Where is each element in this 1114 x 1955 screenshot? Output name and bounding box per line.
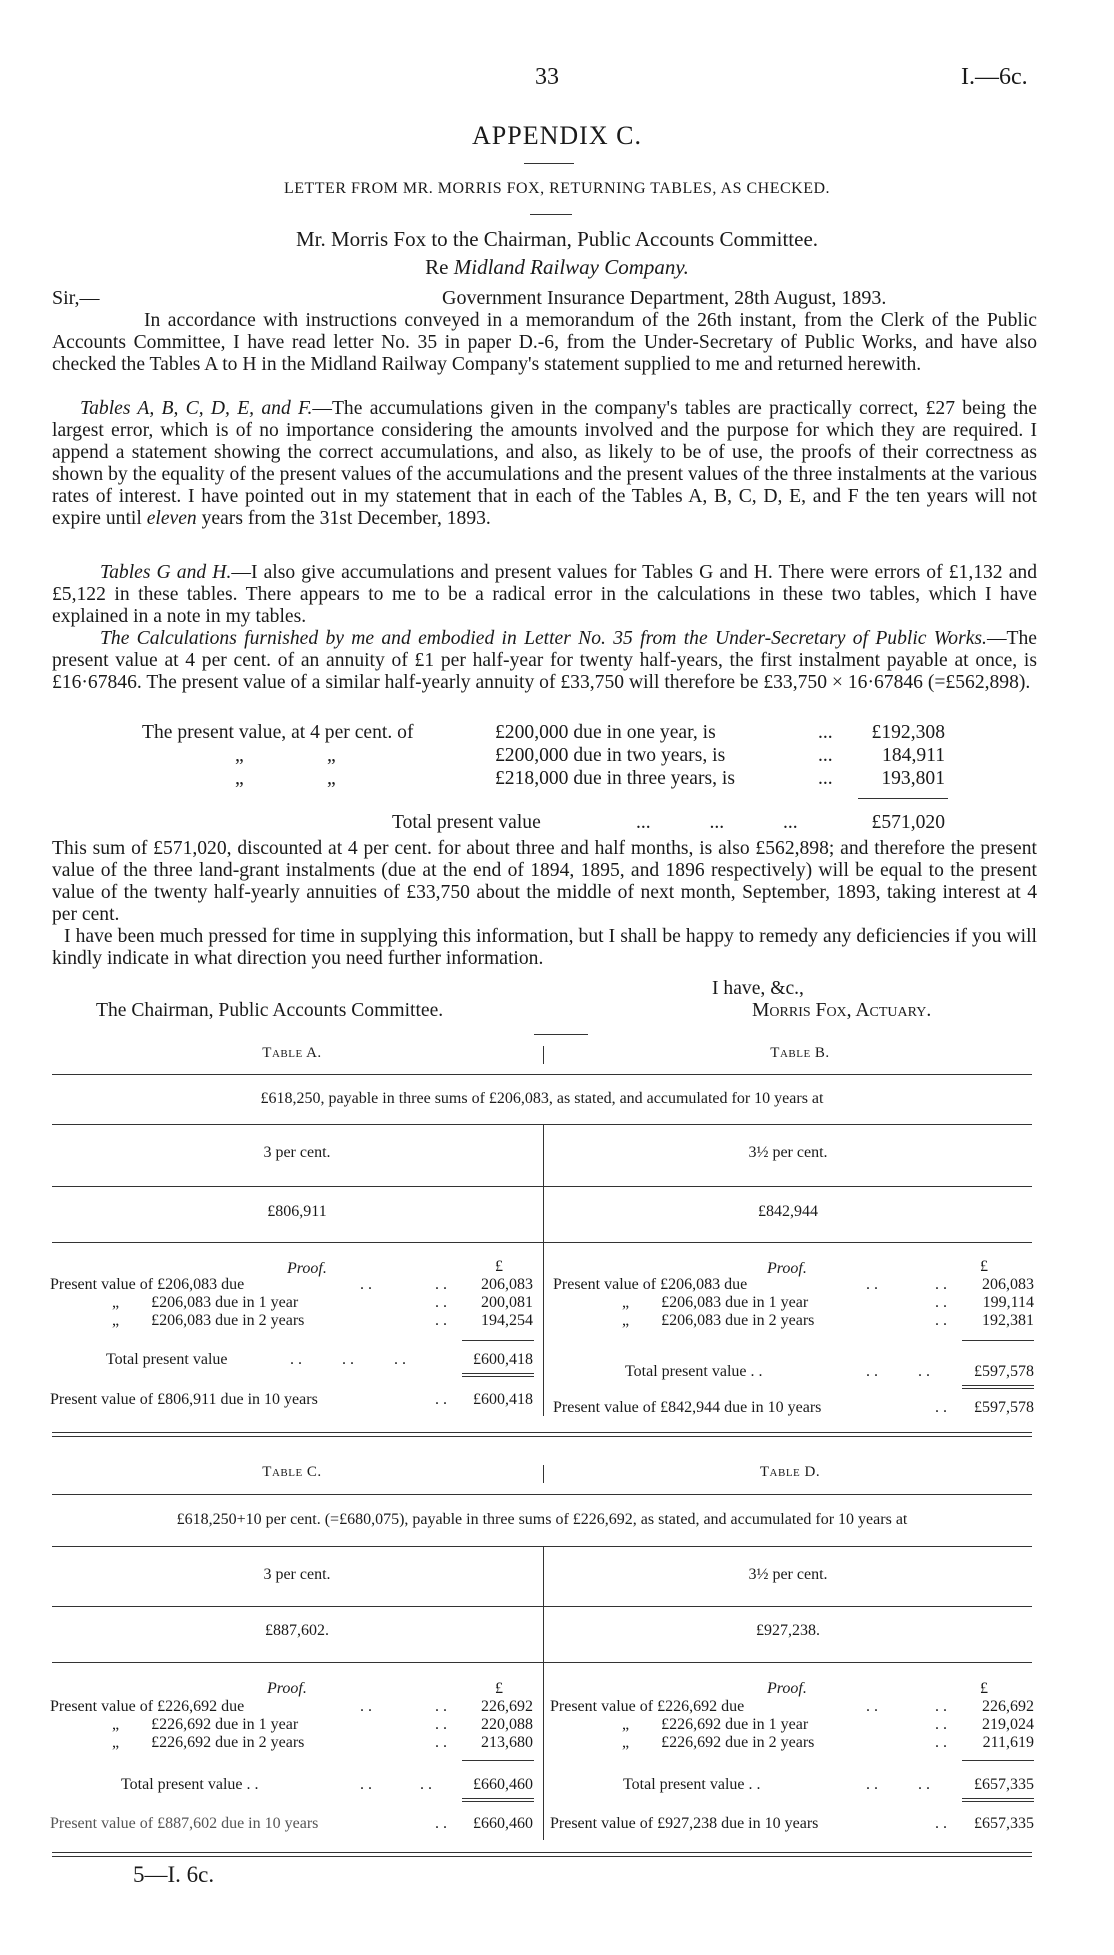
table-d-accumulation: £927,238.	[756, 1622, 820, 1639]
table-a-row-1-dots: . .	[360, 1276, 372, 1293]
subtitle-divider	[530, 214, 572, 215]
table-b-row-1-dots: . .	[866, 1276, 878, 1293]
document-reference: I.—6c.	[961, 64, 1028, 90]
table-ab-bottom-rule-2	[52, 1436, 1032, 1437]
paragraph-4: The Calculations furnished by me and embodied in Letter No. 35 from the Under-Secretary of Public Works.—The present value at 4 per cent. of an annuity of £1 per half-year for twenty half-years, the first instalment payable at once, is £16·67846. The present value of a similar half-yearly annuity of £33,750 will therefore be £33,750 × 16·67846 (=£562,898).	[52, 628, 1037, 693]
table-d-proof-label: Proof.	[767, 1680, 807, 1697]
table-d-row-1-amount: 226,692	[982, 1698, 1034, 1715]
title-separator-cd	[543, 1465, 544, 1483]
table-c-row-3-label: „ £226,692 due in 2 years	[112, 1734, 305, 1751]
table-c-row-1-amount: 226,692	[481, 1698, 533, 1715]
pv-total-amount: £571,020	[871, 812, 945, 833]
table-a-final-dots: . .	[435, 1391, 447, 1408]
paragraph-2: Tables A, B, C, D, E, and F.—The accumulations given in the company's tables are practically correct, £27 being the largest error, which is of no importance considering the amounts involved and the purpose for which they are required. I append a statement showing the correct accumulations, and also, as likely to be of use, the proofs of their correctness as shown by the equality of the present values of the accumulations and the present values of the three instalments at the various rates of interest. I have pointed out in my statement that in each of the Tables A, B, C, D, E, and F the ten years will not expire until eleven years from the 31st December, 1893.	[52, 398, 1037, 529]
table-a-total-amount: £600,418	[473, 1351, 533, 1368]
signature-mark: 5—I. 6c.	[133, 1862, 215, 1887]
table-c-accumulation: £887,602.	[265, 1622, 329, 1639]
table-c-currency: £	[495, 1680, 503, 1697]
table-cd-rate-rule	[52, 1606, 1032, 1607]
table-b-proof-label: Proof.	[767, 1260, 807, 1277]
table-b-row-2-label: „ £206,083 due in 1 year	[622, 1294, 809, 1311]
table-b-row-2-amount: 199,114	[982, 1294, 1034, 1311]
table-d-row-3-dots: . .	[935, 1734, 947, 1751]
table-d-row-2-amount: 219,024	[982, 1716, 1034, 1733]
letter-end-rule	[534, 1034, 588, 1035]
table-c-row-1-dots: . .	[360, 1698, 372, 1715]
table-a-final-amount: £600,418	[473, 1391, 533, 1408]
paragraph-3: Tables G and H.—I also give accumulations and present values for Tables G and H. There were errors of £1,132 and £5,122 in these tables. There appears to me to be a radical error in the calculations in these two tables, which I have explained in a note in my tables.	[52, 562, 1037, 627]
pv-row-3-amount: 193,801	[881, 768, 945, 789]
table-d-title: Table D.	[759, 1464, 821, 1480]
table-c-row-3-dots: . .	[435, 1734, 447, 1751]
pv-row-1-prefix: The present value, at 4 per cent. of	[142, 722, 414, 743]
table-a-proof-label: Proof.	[287, 1260, 327, 1277]
letter-subtitle: LETTER FROM MR. MORRIS FOX, RETURNING TABLES, AS CHECKED.	[283, 180, 831, 197]
closing: I have, &c.,	[712, 978, 804, 999]
table-d-rate: 3½ per cent.	[748, 1566, 828, 1583]
table-c-total-amount: £660,460	[473, 1776, 533, 1793]
title-separator	[543, 1046, 544, 1064]
table-b-accumulation: £842,944	[758, 1203, 818, 1220]
para2-lead: Tables A, B, C, D, E, and F.	[80, 398, 313, 419]
para3-lead: Tables G and H.	[100, 562, 232, 583]
table-c-row-1-label: Present value of £226,692 due	[50, 1698, 245, 1715]
pv-sum-rule	[858, 798, 948, 799]
table-cd-top-rule	[52, 1494, 1032, 1495]
letter-re-line	[0, 255, 1114, 280]
table-d-row-1-dots2: . .	[935, 1698, 947, 1715]
table-a-total-label: Total present value	[106, 1351, 228, 1368]
table-d-total-rule-2	[962, 1801, 1034, 1802]
salutation: Sir,—	[52, 287, 100, 309]
table-ab-description: £618,250, payable in three sums of £206,083, as stated, and accumulated for 10 years at	[260, 1090, 824, 1107]
table-b-total-label: Total present value . .	[625, 1363, 763, 1380]
table-b-total-dots: . . . .	[866, 1363, 930, 1380]
pv-row-3-prefix: „ „	[235, 768, 336, 789]
table-c-row-2-dots: . .	[435, 1716, 447, 1733]
table-ab-desc-rule	[52, 1124, 1032, 1125]
pv-row-1-amount: £192,308	[871, 722, 945, 743]
table-c-proof-label: Proof.	[267, 1680, 307, 1697]
table-a-row-2-label: „ £206,083 due in 1 year	[112, 1294, 299, 1311]
table-d-row-1-label: Present value of £226,692 due	[550, 1698, 745, 1715]
table-c-final-dots: . .	[435, 1815, 447, 1832]
table-d-total-rule-1	[962, 1798, 1034, 1799]
letter-heading: Mr. Morris Fox to the Chairman, Public Accounts Committee.	[295, 227, 819, 251]
paragraph-5: This sum of £571,020, discounted at 4 per cent. for about three and half months, is also £562,898; and therefore the present value of the three land-grant instalments (due at the end of 1894, 1895, and 1896 respectively) will be equal to the present value of the twenty half-yearly annuities of £33,750 about the middle of next month, September, 1893, taking interest at 4 per cent.	[52, 838, 1037, 925]
table-cd-column-divider	[543, 1546, 544, 1840]
table-cd-desc-rule	[52, 1546, 1032, 1547]
table-b-rate: 3½ per cent.	[748, 1144, 828, 1161]
table-c-total-dots: . . . .	[360, 1776, 432, 1793]
table-b-row-3-label: „ £206,083 due in 2 years	[622, 1312, 815, 1329]
table-cd-bottom-rule-2	[52, 1856, 1032, 1857]
table-d-total-amount: £657,335	[974, 1776, 1034, 1793]
table-b-row-1-amount: 206,083	[982, 1276, 1034, 1293]
table-a-total-dots: . . . . . .	[290, 1351, 406, 1368]
table-c-total-rule-1	[462, 1798, 534, 1799]
table-d-sum-rule	[962, 1760, 1034, 1761]
pv-row-1-dots: ...	[818, 722, 833, 743]
table-b-sum-rule	[962, 1340, 1034, 1341]
table-d-final-amount: £657,335	[974, 1815, 1034, 1832]
table-b-row-2-dots: . .	[935, 1294, 947, 1311]
table-b-total-amount: £597,578	[974, 1363, 1034, 1380]
table-a-row-2-dots: . .	[435, 1294, 447, 1311]
table-a-final-label: Present value of £806,911 due in 10 years	[50, 1391, 318, 1408]
table-a-row-1-amount: 206,083	[481, 1276, 533, 1293]
table-ab-column-divider	[543, 1124, 544, 1416]
table-b-row-3-dots: . .	[935, 1312, 947, 1329]
table-b-total-rule-1	[962, 1385, 1034, 1386]
table-c-total-label: Total present value . .	[121, 1776, 259, 1793]
table-d-final-label: Present value of £927,238 due in 10 years	[550, 1815, 819, 1832]
table-d-currency: £	[980, 1680, 988, 1697]
table-b-final-dots: . .	[935, 1399, 947, 1416]
table-b-total-rule-2	[962, 1388, 1034, 1389]
table-a-row-1-dots2: . .	[435, 1276, 447, 1293]
table-a-title: Table A.	[262, 1045, 322, 1061]
signature: Morris Fox, Actuary.	[752, 1000, 932, 1021]
table-ab-rate-rule	[52, 1186, 1032, 1187]
address-date: Government Insurance Department, 28th August, 1893.	[442, 287, 887, 309]
re-prefix: Re	[425, 255, 449, 279]
table-c-row-2-label: „ £226,692 due in 1 year	[112, 1716, 299, 1733]
re-subject: Midland Railway Company.	[453, 255, 689, 279]
table-a-row-3-label: „ £206,083 due in 2 years	[112, 1312, 305, 1329]
table-d-row-3-label: „ £226,692 due in 2 years	[622, 1734, 815, 1751]
table-a-row-1-label: Present value of £206,083 due	[50, 1276, 245, 1293]
table-a-row-3-dots: . .	[435, 1312, 447, 1329]
table-c-title: Table C.	[262, 1464, 322, 1480]
table-a-row-2-amount: 200,081	[481, 1294, 533, 1311]
table-a-rate: 3 per cent.	[263, 1144, 331, 1161]
table-b-row-3-amount: 192,381	[982, 1312, 1034, 1329]
pv-row-2-prefix: „ „	[235, 745, 336, 766]
table-d-row-1-dots: . .	[866, 1698, 878, 1715]
pv-row-3-dots: ...	[818, 768, 833, 789]
table-d-final-dots: . .	[935, 1815, 947, 1832]
table-a-row-3-amount: 194,254	[481, 1312, 533, 1329]
addressee: The Chairman, Public Accounts Committee.	[96, 1000, 444, 1021]
table-a-total-rule-2	[462, 1376, 534, 1377]
table-c-sum-rule	[462, 1760, 534, 1761]
pv-row-3-desc: £218,000 due in three years, is	[495, 768, 735, 789]
table-c-row-3-amount: 213,680	[481, 1734, 533, 1751]
table-d-row-2-label: „ £226,692 due in 1 year	[622, 1716, 809, 1733]
table-cd-description: £618,250+10 per cent. (=£680,075), payable in three sums of £226,692, as stated, and accumulated for 10 years at	[176, 1511, 908, 1528]
table-c-rate: 3 per cent.	[263, 1566, 331, 1583]
para4-lead: The Calculations furnished by me and embodied in Letter No. 35 from the Under-Secretary of Public Works.	[100, 628, 987, 649]
table-d-total-dots: . . . .	[866, 1776, 930, 1793]
paragraph-6: I have been much pressed for time in supplying this information, but I shall be happy to remedy any deficiencies if you will kindly indicate in what direction you need further information.	[52, 926, 1037, 969]
pv-row-2-desc: £200,000 due in two years, is	[495, 745, 726, 766]
appendix-title: APPENDIX C.	[472, 121, 642, 150]
pv-row-1-desc: £200,000 due in one year, is	[495, 722, 716, 743]
table-ab-bottom-rule-1	[52, 1432, 1032, 1433]
title-divider	[524, 163, 574, 164]
table-d-row-3-amount: 211,619	[982, 1734, 1034, 1751]
table-b-row-1-label: Present value of £206,083 due	[553, 1276, 748, 1293]
table-cd-bottom-rule-1	[52, 1852, 1032, 1853]
pv-total-label: Total present value	[392, 812, 541, 833]
pv-row-2-amount: 184,911	[882, 745, 945, 766]
paragraph-1: In accordance with instructions conveyed in a memorandum of the 26th instant, from the Clerk of the Public Accounts Committee, I have read letter No. 35 in paper D.-6, from the Under-Secretary of Public Works, and have also checked the Tables A to H in the Midland Railway Company's statement supplied to me and returned herewith.	[52, 310, 1037, 375]
table-c-total-rule-2	[462, 1801, 534, 1802]
table-a-accumulation: £806,911	[267, 1203, 327, 1220]
table-b-final-amount: £597,578	[974, 1399, 1034, 1416]
table-c-row-1-dots2: . .	[435, 1698, 447, 1715]
table-d-row-2-dots: . .	[935, 1716, 947, 1733]
table-ab-top-rule	[52, 1074, 1032, 1075]
page-number: 33	[535, 64, 559, 90]
table-a-sum-rule	[462, 1340, 534, 1341]
table-b-row-1-dots2: . .	[935, 1276, 947, 1293]
pv-total-dots: ... ... ...	[636, 812, 798, 833]
table-ab-accum-rule	[52, 1242, 1032, 1243]
table-a-currency: £	[495, 1258, 503, 1275]
table-b-title: Table B.	[770, 1045, 830, 1061]
pv-row-2-dots: ...	[818, 745, 833, 766]
table-b-final-label: Present value of £842,944 due in 10 years	[553, 1399, 822, 1416]
table-c-final-label: Present value of £887,602 due in 10 years	[50, 1815, 319, 1832]
table-b-currency: £	[980, 1258, 988, 1275]
table-c-final-amount: £660,460	[473, 1815, 533, 1832]
table-d-total-label: Total present value . .	[623, 1776, 761, 1793]
table-cd-accum-rule	[52, 1662, 1032, 1663]
table-a-total-rule-1	[462, 1373, 534, 1374]
table-c-row-2-amount: 220,088	[481, 1716, 533, 1733]
